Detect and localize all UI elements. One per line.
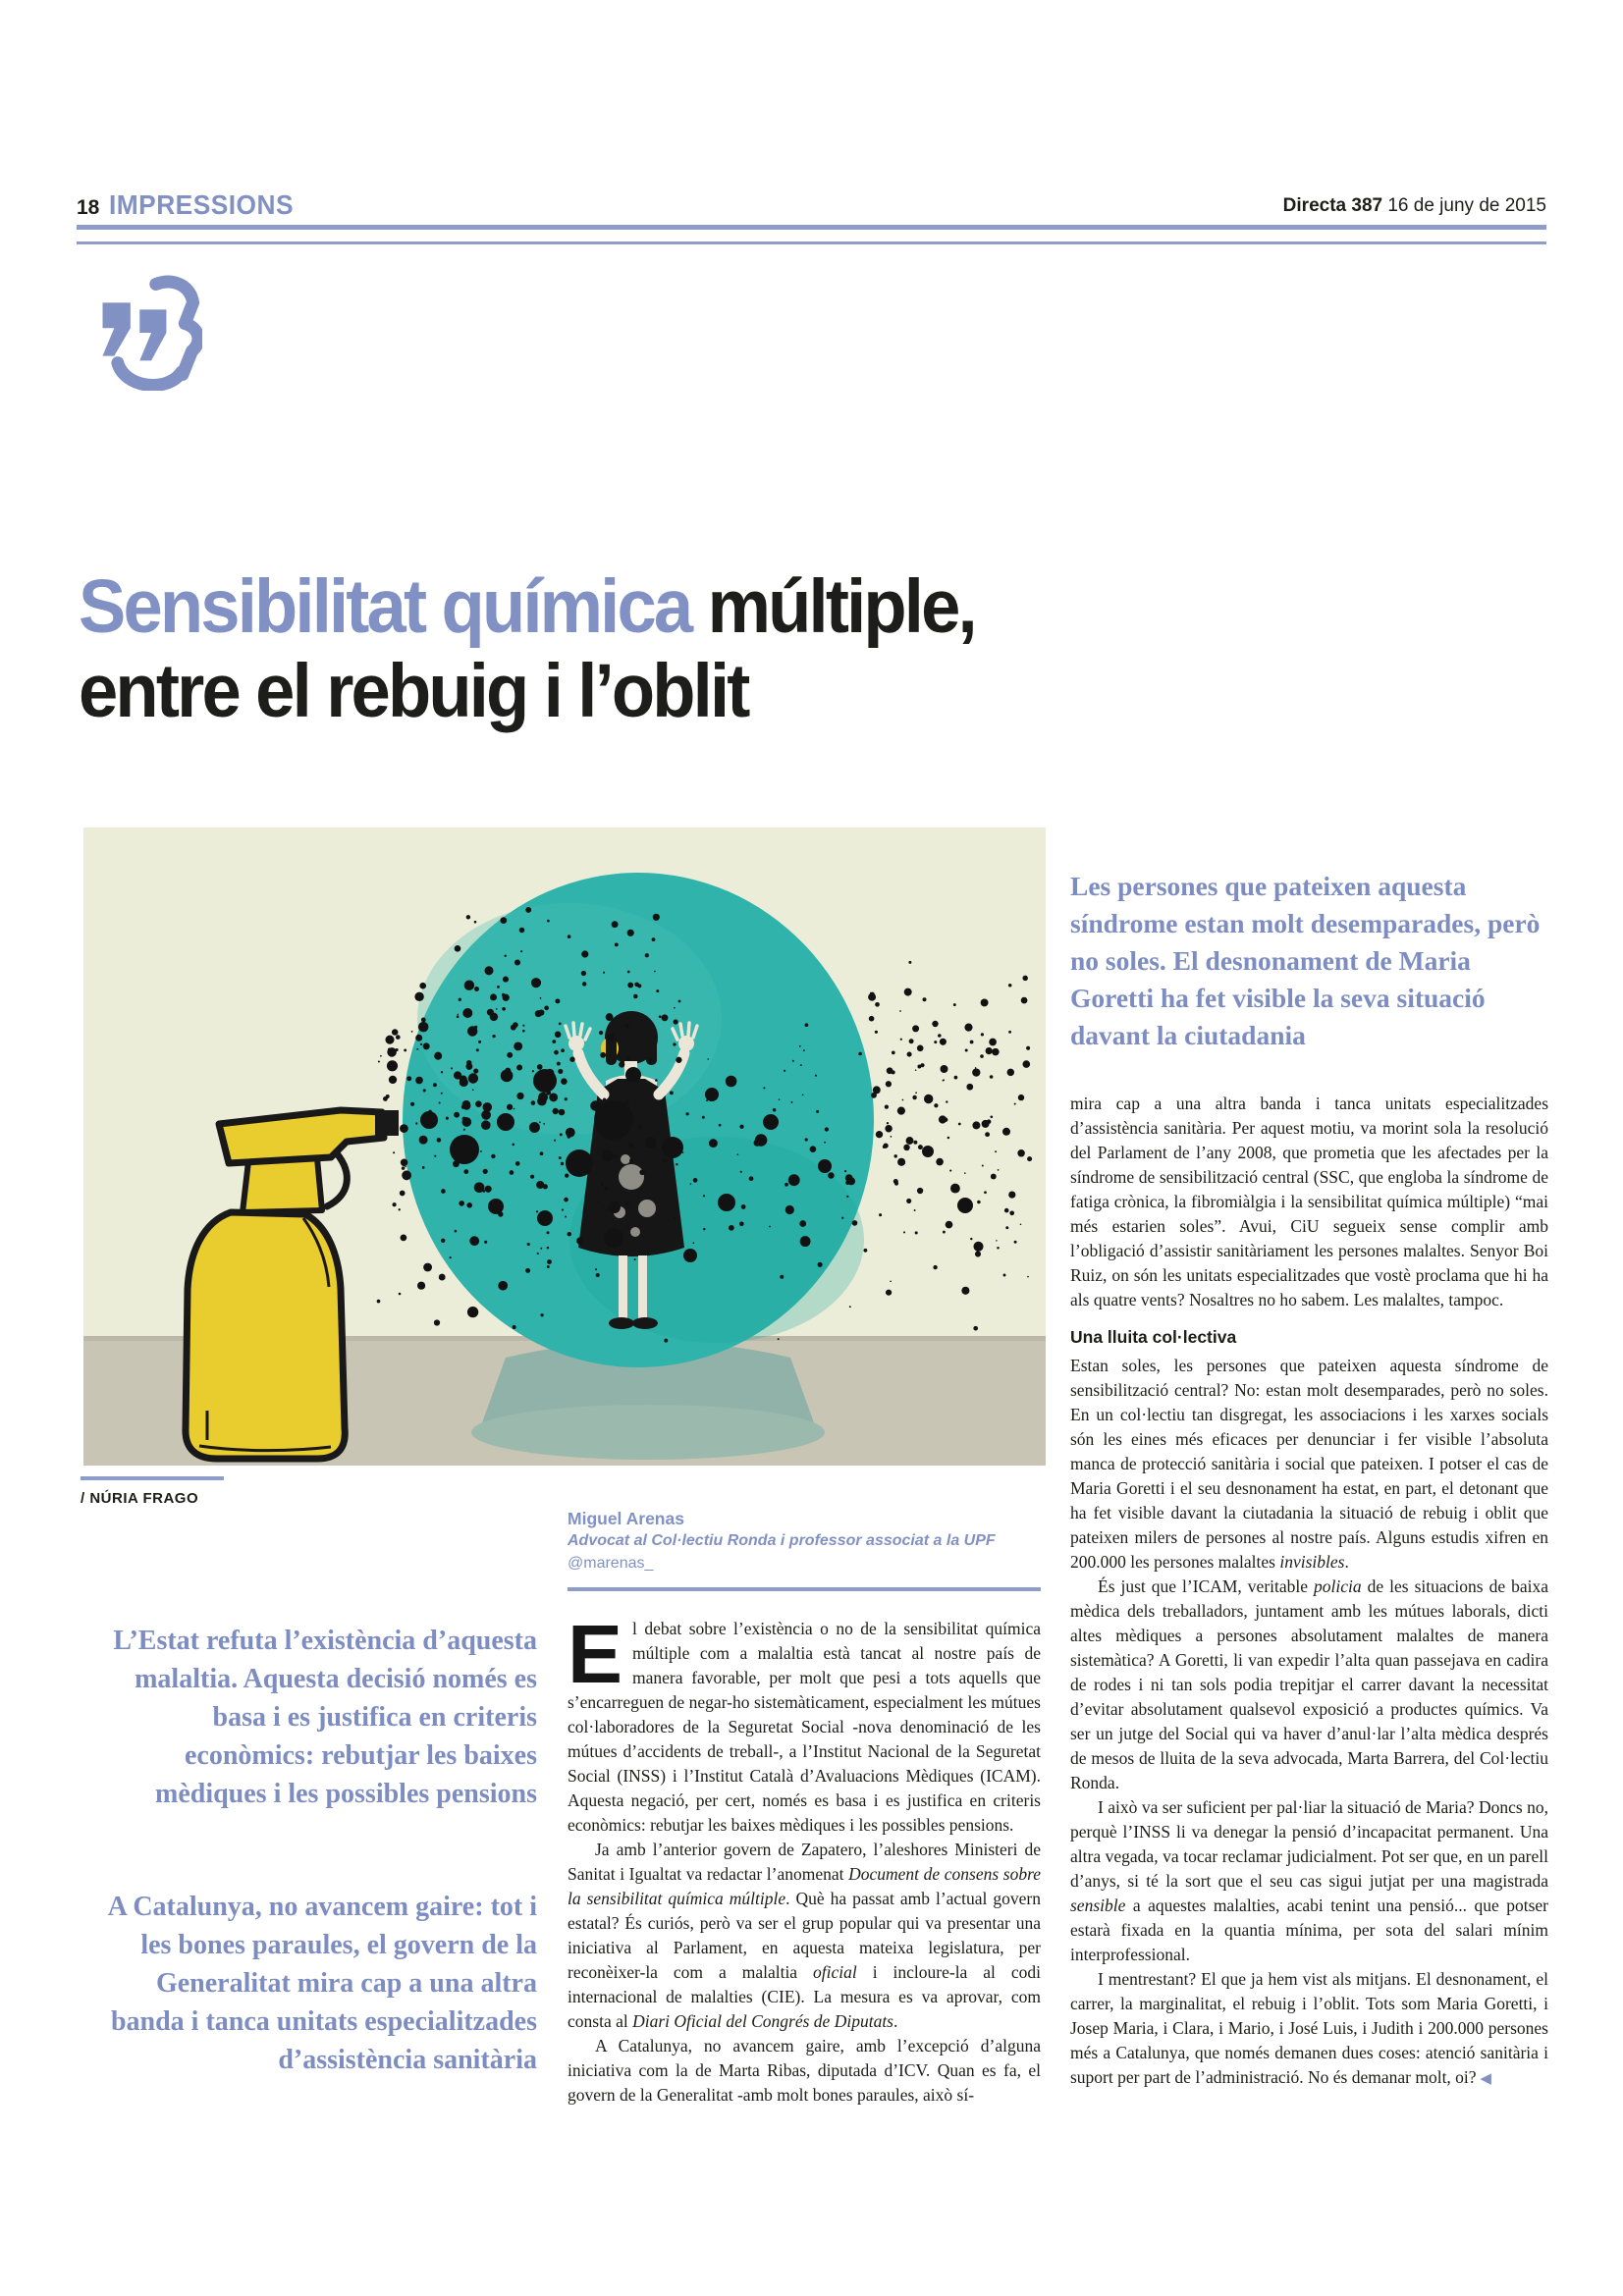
- header-rule-top: [77, 225, 1546, 230]
- headline-line1: [79, 564, 975, 649]
- article-paragraph: Ja amb l’anterior govern de Zapatero, l’aleshores Ministeri de Sanitat i Igualtat va redactar l’anomenat Document de consens sobre la sensibilitat química múltiple. Què ha passat amb l’actual govern estatal? És curiós, però va ser el grup popular qui va presentar una iniciativa al Parlament, en aquesta mateixa legislatura, per reconèixer-la com a malaltia oficial i incloure-la al codi internacional de malalties (CIE). La mesura es va aprovar, com consta al Diari Oficial del Congrés de Diputats.: [568, 1840, 1042, 2031]
- page-number: 18: [77, 196, 100, 219]
- author-block: [568, 1508, 1041, 1575]
- impressions-quote-face-icon: [86, 275, 202, 391]
- nozzle: [375, 1110, 399, 1136]
- article-body-middle: [568, 1608, 1042, 2108]
- headline-highlight: Sensibilitat química: [79, 564, 691, 649]
- headline-tail: múltiple,: [690, 564, 975, 649]
- credit-rule: [81, 1476, 224, 1480]
- article-paragraph: El debat sobre l’existència o no de la sensibilitat química múltiple com a malaltia està tancat al nostre país de manera favorable, per molt que pesi a tots aquells que s’encarreguen de negar-ho sistemàticament, especialment les mútues col·laboradores de la Seguretat Social -nova denominació de les mútues d’accidents de treball-, a l’Institut Nacional de la Seguretat Social (INSS) i l’Institut Català d’Avaluacions Mèdiques (ICAM). Aquesta negació, per cert, només es basa i es justifica en criteris econòmics: rebutjar les baixes mèdiques i les possibles pensions.: [568, 1608, 1041, 1835]
- drop-cap: E: [568, 1608, 623, 1700]
- header-left: [77, 189, 305, 221]
- article-end-mark: ◀: [1476, 2071, 1491, 2087]
- pull-quote-2: A Catalunya, no avancem gaire: tot i les bones paraules, el govern de la Generalitat mira cap a una altra banda i tanca unitats especialitzades d’assistència sanitària: [107, 1892, 537, 2075]
- author-twitter-handle: @marenas_: [568, 1555, 654, 1572]
- illustration-credit: / NÚRIA FRAGO: [81, 1490, 199, 1507]
- issue-date: 16 de juny de 2015: [1382, 195, 1546, 216]
- article-paragraph: Estan soles, les persones que pateixen aquesta síndrome de sensibilització central? No: estan molt desemparades, però no soles. En un col·lectiu tan disgregat, les associacions i les xarxes socials són les eines més eficaces per denunciar i fer visible l’absoluta manca de protecció sanitària i social que pateixen. I potser el cas de Maria Goretti i el seu desnonament ha estat, en part, el detonant que ha fet visible davant la ciutadania la situació de rebuig i oblit que pateixen milers de persones al nostre país. Alguns estudis xifren en 200.000 les persones malaltes invisibles.: [1070, 1356, 1548, 1572]
- illustration-spray-bottle-woman-dome: [83, 828, 1046, 1466]
- header-right: [1283, 195, 1546, 217]
- header-rule-bottom: [77, 241, 1546, 244]
- article-paragraph: I això va ser suficient per pal·liar la situació de Maria? Doncs no, perquè l’INSS li va denegar la pensió d’incapacitat permanent. Una altra vegada, va tocar reclamar judicialment. Pot ser que, en un parell d’anys, si té la sort que el seu cas sigui jutjat per una magistrada sensible a aquestes malalties, acabi tenint una pensió... que potser estarà fixada en la quantia mínima, per sota del salari mínim interprofessional.: [1070, 1797, 1548, 1964]
- article-paragraph: A Catalunya, no avancem gaire, amb l’excepció d’alguna iniciativa com la de Marta Ribas, diputada d’ICV. Quan es fa, el govern de la Generalitat -amb molt bones paraules, això sí-: [568, 2036, 1041, 2105]
- headline: [79, 564, 1463, 733]
- pull-quote-column: [83, 1622, 537, 2079]
- author-name: Miguel Arenas: [568, 1509, 684, 1528]
- section-title: IMPRESSIONS: [109, 189, 295, 220]
- article-column-middle: [568, 1508, 1041, 2108]
- standfirst: Les persones que pateixen aquesta síndrome estan molt desemparades, però no soles. El desnonament de Maria Goretti ha fet visible la seva situació davant la ciutadania: [1070, 871, 1541, 1050]
- article-body-right-top: [1070, 1092, 1548, 1312]
- article-paragraph: I mentrestant? El que ja hem vist als mitjans. El desnonament, el carrer, la marginalitat, el rebuig i l’oblit. Tots som Maria Goretti, i Josep Maria, i Clara, i Mario, i José Luis, i Judith i 200.000 persones més a Catalunya, que només demanen dues coses: atenció sanitària i suport per part de l’administració. No és demanar molt, oi? ◀: [1070, 1969, 1548, 2087]
- article-subhead: Una lluita col·lectiva: [1070, 1327, 1237, 1347]
- author-role: Advocat al Col·lectiu Ronda i professor associat a la UPF: [568, 1532, 996, 1549]
- article-paragraph: És just que l’ICAM, veritable policia de les situacions de baixa mèdica dels treballadors, juntament amb les mútues laborals, dicti altes mèdiques a persones absolutament malaltes de manera sistemàtica? A Goretti, li van expedir l’alta quan passejava en cadira de rodes i ni tan sols podia trepitjar el carrer davant la necessitat d’evitar absolutament qualsevol exposició a productes químics. Va ser un jutge del Social qui va haver d’anul·lar l’alta mèdica després de mesos de lluita de la seva advocada, Marta Barrera, del Col·lectiu Ronda.: [1070, 1576, 1548, 1792]
- issue-name: Directa 387: [1282, 195, 1383, 216]
- article-column-right: [1070, 1092, 1548, 2092]
- headline-line2: entre el rebuig i l’oblit: [79, 649, 748, 733]
- author-divider: [568, 1587, 1041, 1591]
- article-body-right-bottom: [1070, 1354, 1548, 2092]
- pull-quote-1: L’Estat refuta l’existència d’aquesta malaltia. Aquesta decisió només es basa i es justifica en criteris econòmics: rebutjar les baixes mèdiques i les possibles pensions: [113, 1626, 537, 1809]
- article-paragraph: mira cap a una altra banda i tanca unitats especialitzades d’assistència sanitària. Per aquest motiu, va morint sola la resolució del Parlament de l’any 2008, que prometia que les afectades per la síndrome de sensibilització central (SSC, que engloba la síndrome de fatiga crònica, la fibromiàlgia i la sensibilitat química múltiple) “mai més estarien soles”. Avui, CiU segueix sense complir amb l’obligació d’assistir sanitàriament les persones malaltes. Senyor Boi Ruiz, on són les unitats especialitzades que vostè proclama que hi ha als quatre vents? Nosaltres no ho sabem. Les malaltes, tampoc.: [1070, 1094, 1548, 1309]
